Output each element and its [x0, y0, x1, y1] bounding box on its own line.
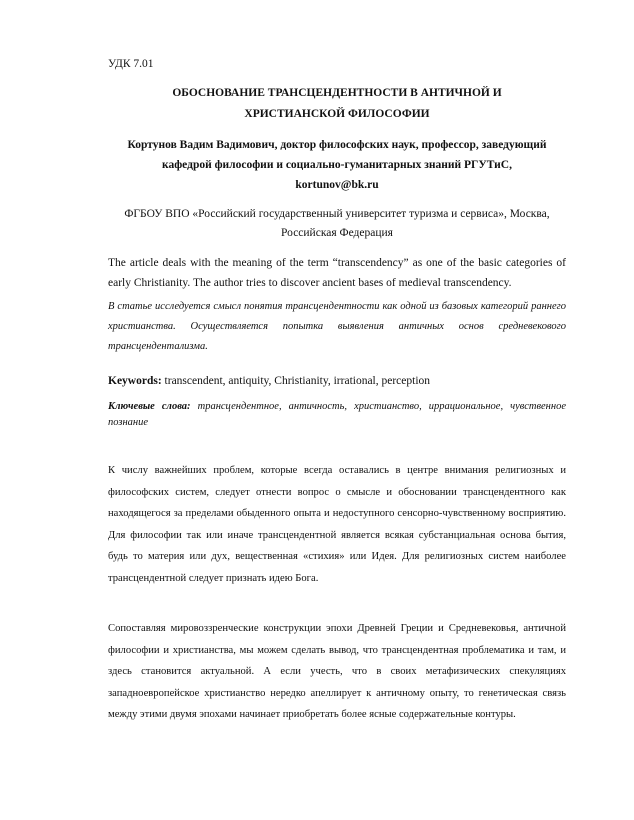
- affiliation-line-2: Российская Федерация: [281, 227, 393, 239]
- title-line-1: ОБОСНОВАНИЕ ТРАНСЦЕНДЕНТНОСТИ В АНТИЧНОЙ И: [172, 87, 502, 99]
- affiliation-line-1: ФГБОУ ВПО «Российский государственный университет туризма и сервиса», Москва,: [124, 208, 550, 220]
- keywords-ru-list: трансцендентное, античность, христианство, иррациональное, чувственное познание: [108, 401, 566, 428]
- affiliation: [108, 205, 566, 243]
- author-line-2: кафедрой философии и социально-гуманитарных знаний РГУТиС,: [162, 159, 512, 171]
- keywords-english: [108, 374, 566, 389]
- keywords-russian: [108, 399, 566, 431]
- author-line-1: Кортунов Вадим Вадимович, доктор философских наук, профессор, заведующий: [127, 139, 547, 151]
- title-line-2: ХРИСТИАНСКОЙ ФИЛОСОФИИ: [244, 108, 430, 120]
- article-title: [108, 83, 566, 125]
- abstract-russian: В статье исследуется смысл понятия трансцендентности как одной из базовых категорий раннего христианства. Осуществляется попытка выявления античных основ средневекового трансцендентализма.: [108, 301, 566, 352]
- author-info: [108, 135, 566, 195]
- body-paragraph-2: Сопоставляя мировоззренческие конструкции эпохи Древней Греции и Средневековья, античной философии и христианства, мы можем сделать вывод, что трансцендентная проблематика и там, и здесь становится актуальной. А если учесть, что в своих метафизических спекуляциях западноевропейское христианство нередко апеллирует к античному опыту, то генетическая связь между этими двумя эпохами начинает приобретать более ясные содержательные контуры.: [108, 623, 566, 720]
- keywords-list: transcendent, antiquity, Christianity, irrational, perception: [161, 375, 431, 387]
- udc-code: УДК 7.01: [108, 58, 154, 70]
- abstract-english: The article deals with the meaning of the term “transcendency” as one of the basic categories of early Christianity. The author tries to discover ancient bases of medieval transcendency.: [108, 257, 566, 289]
- author-email: kortunov@bk.ru: [295, 179, 379, 191]
- body-paragraph-1: К числу важнейших проблем, которые всегда оставались в центре внимания религиозных и философских систем, следует отнести вопрос о смысле и обосновании трансцендентного как находящегося за пределами обыденного опыта и недоступного сенсорно-чувственному восприятию. Для философии так или иначе трансцендентной является всякая субстанциальная основа бытия, будь то материя или дух, вещественная «стихия» или Идея. Для религиозных систем наиболее трансцендентной следует признать идею Бога.: [108, 465, 566, 584]
- keywords-ru-label: Ключевые слова:: [108, 401, 191, 412]
- keywords-label: Keywords:: [108, 375, 162, 387]
